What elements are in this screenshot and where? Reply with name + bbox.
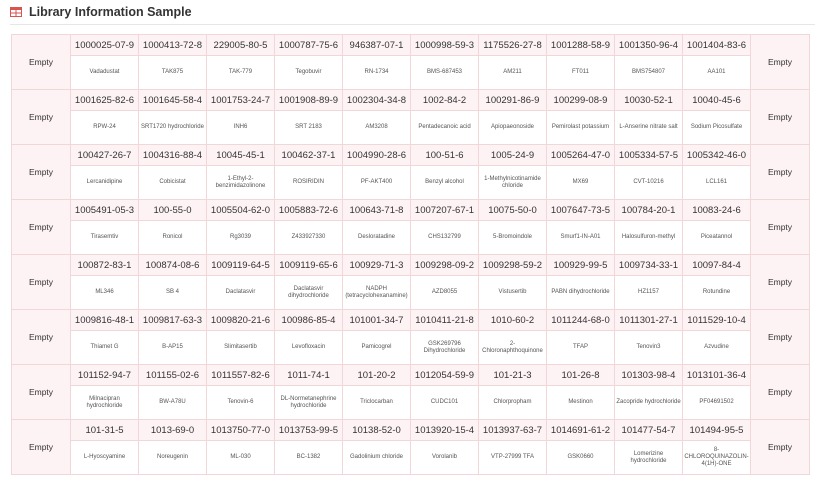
cas-number-cell: 1009820-21-6 — [207, 310, 275, 331]
cas-number-cell: 1013750-77-0 — [207, 420, 275, 441]
compound-name-cell: 1-Ethyl-2-benzimidazolinone — [207, 166, 275, 200]
compound-name-cell: LCL161 — [683, 166, 751, 200]
cas-number-cell: 1005-24-9 — [479, 145, 547, 166]
compound-name-cell: PF04691502 — [683, 386, 751, 420]
empty-cell-right: Empty — [751, 90, 810, 145]
cas-number-cell: 1001645-58-4 — [139, 90, 207, 111]
table-row — [12, 365, 810, 386]
compound-name-cell: MX69 — [547, 166, 615, 200]
cas-number-cell: 1007647-73-5 — [547, 200, 615, 221]
library-table — [11, 34, 810, 475]
cas-number-cell: 100291-86-9 — [479, 90, 547, 111]
compound-name-cell: Tegobuvir — [275, 56, 343, 90]
cas-number-cell: 1001753-24-7 — [207, 90, 275, 111]
table-row-names — [12, 221, 810, 255]
cas-number-cell: 1011557-82-6 — [207, 365, 275, 386]
compound-name-cell: Smurf1-IN-A01 — [547, 221, 615, 255]
compound-name-cell: L-Anserine nitrate salt — [615, 111, 683, 145]
cas-number-cell: 1002304-34-8 — [343, 90, 411, 111]
cas-number-cell: 100874-08-6 — [139, 255, 207, 276]
compound-name-cell: Daclatasvir dihydrochloride — [275, 276, 343, 310]
compound-name-cell: Benzyl alcohol — [411, 166, 479, 200]
cas-number-cell: 10075-50-0 — [479, 200, 547, 221]
cas-number-cell: 101-20-2 — [343, 365, 411, 386]
compound-name-cell: Vorolanib — [411, 441, 479, 475]
compound-name-cell: Thiamet G — [71, 331, 139, 365]
compound-name-cell: VTP-27999 TFA — [479, 441, 547, 475]
empty-cell-right: Empty — [751, 145, 810, 200]
compound-name-cell: Vadadustat — [71, 56, 139, 90]
compound-name-cell: INH6 — [207, 111, 275, 145]
cas-number-cell: 1001288-58-9 — [547, 35, 615, 56]
compound-name-cell: CHS132799 — [411, 221, 479, 255]
empty-cell-left: Empty — [12, 255, 71, 310]
cas-number-cell: 100929-71-3 — [343, 255, 411, 276]
table-row — [12, 35, 810, 56]
table-row-names — [12, 331, 810, 365]
compound-name-cell: 2-Chloronaphthoquinone — [479, 331, 547, 365]
compound-name-cell: Apiopaeonoside — [479, 111, 547, 145]
compound-name-cell: BC-1382 — [275, 441, 343, 475]
cas-number-cell: 1009298-09-2 — [411, 255, 479, 276]
cas-number-cell: 10097-84-4 — [683, 255, 751, 276]
cas-number-cell: 1005883-72-6 — [275, 200, 343, 221]
table-row-names — [12, 56, 810, 90]
cas-number-cell: 100872-83-1 — [71, 255, 139, 276]
cas-number-cell: 1009119-64-5 — [207, 255, 275, 276]
table-row — [12, 255, 810, 276]
compound-name-cell: Gadolinium chloride — [343, 441, 411, 475]
cas-number-cell: 10040-45-6 — [683, 90, 751, 111]
compound-name-cell: Pentadecanoic acid — [411, 111, 479, 145]
cas-number-cell: 1013937-63-7 — [479, 420, 547, 441]
compound-name-cell: Zacopride hydrochloride — [615, 386, 683, 420]
cas-number-cell: 101001-34-7 — [343, 310, 411, 331]
cas-number-cell: 1000413-72-8 — [139, 35, 207, 56]
compound-name-cell: NADPH (tetracyclohexanamine) — [343, 276, 411, 310]
compound-name-cell: Slimitasertib — [207, 331, 275, 365]
cas-number-cell: 100986-85-4 — [275, 310, 343, 331]
cas-number-cell: 100299-08-9 — [547, 90, 615, 111]
compound-name-cell: Vistusertib — [479, 276, 547, 310]
compound-name-cell: 1-Methylnicotinamide chloride — [479, 166, 547, 200]
cas-number-cell: 1009734-33-1 — [615, 255, 683, 276]
table-row — [12, 420, 810, 441]
compound-name-cell: Piceatannol — [683, 221, 751, 255]
cas-number-cell: 10045-45-1 — [207, 145, 275, 166]
compound-name-cell: CVT-10216 — [615, 166, 683, 200]
compound-name-cell: DL-Normetanephrine hydrochloride — [275, 386, 343, 420]
cas-number-cell: 1001625-82-6 — [71, 90, 139, 111]
compound-name-cell: Ronicol — [139, 221, 207, 255]
compound-name-cell: Rg3039 — [207, 221, 275, 255]
compound-name-cell: Sodium Picosulfate — [683, 111, 751, 145]
table-icon — [10, 7, 22, 17]
compound-name-cell: PABN dihydrochloride — [547, 276, 615, 310]
compound-name-cell: ML346 — [71, 276, 139, 310]
cas-number-cell: 1175526-27-8 — [479, 35, 547, 56]
cas-number-cell: 1001350-96-4 — [615, 35, 683, 56]
compound-name-cell: AZD8055 — [411, 276, 479, 310]
cas-number-cell: 1005334-57-5 — [615, 145, 683, 166]
cas-number-cell: 1000787-75-6 — [275, 35, 343, 56]
compound-name-cell: Cobicistat — [139, 166, 207, 200]
cas-number-cell: 100462-37-1 — [275, 145, 343, 166]
compound-name-cell: Levofloxacin — [275, 331, 343, 365]
empty-cell-left: Empty — [12, 365, 71, 420]
table-row-names — [12, 441, 810, 475]
cas-number-cell: 1014691-61-2 — [547, 420, 615, 441]
cas-number-cell: 1011301-27-1 — [615, 310, 683, 331]
cas-number-cell: 101-21-3 — [479, 365, 547, 386]
cas-number-cell: 1011-74-1 — [275, 365, 343, 386]
compound-name-cell: Mestinon — [547, 386, 615, 420]
cas-number-cell: 10030-52-1 — [615, 90, 683, 111]
cas-number-cell: 1011529-10-4 — [683, 310, 751, 331]
compound-name-cell: Pemirolast potassium — [547, 111, 615, 145]
cas-number-cell: 1002-84-2 — [411, 90, 479, 111]
empty-cell-right: Empty — [751, 420, 810, 475]
compound-name-cell: GSK269796 Dihydrochloride — [411, 331, 479, 365]
compound-name-cell: RN-1734 — [343, 56, 411, 90]
compound-name-cell: Daclatasvir — [207, 276, 275, 310]
compound-name-cell: GSK0660 — [547, 441, 615, 475]
table-row-names — [12, 386, 810, 420]
cas-number-cell: 10083-24-6 — [683, 200, 751, 221]
cas-number-cell: 1012054-59-9 — [411, 365, 479, 386]
compound-name-cell: Desloratadine — [343, 221, 411, 255]
empty-cell-right: Empty — [751, 200, 810, 255]
cas-number-cell: 100929-99-5 — [547, 255, 615, 276]
cas-number-cell: 1013-69-0 — [139, 420, 207, 441]
table-row — [12, 90, 810, 111]
empty-cell-left: Empty — [12, 90, 71, 145]
cas-number-cell: 100-55-0 — [139, 200, 207, 221]
compound-name-cell: 8-CHLOROQUINAZOLIN-4(1H)-ONE — [683, 441, 751, 475]
cas-number-cell: 1005342-46-0 — [683, 145, 751, 166]
cas-number-cell: 101155-02-6 — [139, 365, 207, 386]
cas-number-cell: 1011244-68-0 — [547, 310, 615, 331]
compound-name-cell: ROSIRIDIN — [275, 166, 343, 200]
compound-name-cell: 5-Bromoindole — [479, 221, 547, 255]
cas-number-cell: 1013753-99-5 — [275, 420, 343, 441]
empty-cell-left: Empty — [12, 420, 71, 475]
cas-number-cell: 1010-60-2 — [479, 310, 547, 331]
cas-number-cell: 101-26-8 — [547, 365, 615, 386]
compound-name-cell: Noreugenin — [139, 441, 207, 475]
cas-number-cell: 1005491-05-3 — [71, 200, 139, 221]
table-row — [12, 145, 810, 166]
cas-number-cell: 101494-95-5 — [683, 420, 751, 441]
cas-number-cell: 1013920-15-4 — [411, 420, 479, 441]
table-row-names — [12, 276, 810, 310]
empty-cell-right: Empty — [751, 35, 810, 90]
cas-number-cell: 1000998-59-3 — [411, 35, 479, 56]
cas-number-cell: 1009119-65-6 — [275, 255, 343, 276]
cas-number-cell: 1004316-88-4 — [139, 145, 207, 166]
empty-cell-right: Empty — [751, 365, 810, 420]
cas-number-cell: 1001404-83-6 — [683, 35, 751, 56]
cas-number-cell: 1009817-63-3 — [139, 310, 207, 331]
cas-number-cell: 1013101-36-4 — [683, 365, 751, 386]
empty-cell-left: Empty — [12, 310, 71, 365]
cas-number-cell: 1010411-21-8 — [411, 310, 479, 331]
cas-number-cell: 1000025-07-9 — [71, 35, 139, 56]
compound-name-cell: L-Hyoscyamine — [71, 441, 139, 475]
compound-name-cell: Pamicogrel — [343, 331, 411, 365]
cas-number-cell: 100427-26-7 — [71, 145, 139, 166]
compound-name-cell: SB 4 — [139, 276, 207, 310]
cas-number-cell: 1009816-48-1 — [71, 310, 139, 331]
cas-number-cell: 101303-98-4 — [615, 365, 683, 386]
empty-cell-left: Empty — [12, 35, 71, 90]
compound-name-cell: Rotundine — [683, 276, 751, 310]
compound-name-cell: TAK875 — [139, 56, 207, 90]
compound-name-cell: AM211 — [479, 56, 547, 90]
compound-name-cell: Z433927330 — [275, 221, 343, 255]
cas-number-cell: 100643-71-8 — [343, 200, 411, 221]
library-table-body — [12, 35, 810, 475]
cas-number-cell: 1007207-67-1 — [411, 200, 479, 221]
compound-name-cell: AM3208 — [343, 111, 411, 145]
compound-name-cell: Milnacipran hydrochloride — [71, 386, 139, 420]
compound-name-cell: CUDC101 — [411, 386, 479, 420]
table-row — [12, 310, 810, 331]
cas-number-cell: 1004990-28-6 — [343, 145, 411, 166]
compound-name-cell: Lomerizine hydrochloride — [615, 441, 683, 475]
table-row — [12, 200, 810, 221]
compound-name-cell: SRT 2183 — [275, 111, 343, 145]
table-row-names — [12, 111, 810, 145]
empty-cell-right: Empty — [751, 255, 810, 310]
compound-name-cell: Lercanidipine — [71, 166, 139, 200]
cas-number-cell: 10138-52-0 — [343, 420, 411, 441]
compound-name-cell: Tirasemtiv — [71, 221, 139, 255]
compound-name-cell: Tenovin-6 — [207, 386, 275, 420]
compound-name-cell: SRT1720 hydrochloride — [139, 111, 207, 145]
compound-name-cell: Chlorpropham — [479, 386, 547, 420]
cas-number-cell: 1001908-89-9 — [275, 90, 343, 111]
cas-number-cell: 101152-94-7 — [71, 365, 139, 386]
compound-name-cell: AA101 — [683, 56, 751, 90]
compound-name-cell: PF-AKT400 — [343, 166, 411, 200]
compound-name-cell: Halosulfuron-methyl — [615, 221, 683, 255]
compound-name-cell: B-AP15 — [139, 331, 207, 365]
compound-name-cell: HZ1157 — [615, 276, 683, 310]
compound-name-cell: RPW-24 — [71, 111, 139, 145]
section-header — [10, 4, 815, 25]
cas-number-cell: 1009298-59-2 — [479, 255, 547, 276]
compound-name-cell: FT011 — [547, 56, 615, 90]
cas-number-cell: 100-51-6 — [411, 145, 479, 166]
compound-name-cell: TFAP — [547, 331, 615, 365]
compound-name-cell: ML-030 — [207, 441, 275, 475]
empty-cell-left: Empty — [12, 200, 71, 255]
compound-name-cell: Tenovin3 — [615, 331, 683, 365]
cas-number-cell: 101477-54-7 — [615, 420, 683, 441]
cas-number-cell: 1005264-47-0 — [547, 145, 615, 166]
page-title: Library Information Sample — [29, 5, 192, 19]
table-row-names — [12, 166, 810, 200]
compound-name-cell: TAK-779 — [207, 56, 275, 90]
cas-number-cell: 100784-20-1 — [615, 200, 683, 221]
compound-name-cell: BW-A78U — [139, 386, 207, 420]
compound-name-cell: BMS-687453 — [411, 56, 479, 90]
compound-name-cell: Azvudine — [683, 331, 751, 365]
empty-cell-right: Empty — [751, 310, 810, 365]
compound-name-cell: Triclocarban — [343, 386, 411, 420]
compound-name-cell: BMS754807 — [615, 56, 683, 90]
cas-number-cell: 229005-80-5 — [207, 35, 275, 56]
cas-number-cell: 946387-07-1 — [343, 35, 411, 56]
cas-number-cell: 1005504-62-0 — [207, 200, 275, 221]
cas-number-cell: 101-31-5 — [71, 420, 139, 441]
empty-cell-left: Empty — [12, 145, 71, 200]
